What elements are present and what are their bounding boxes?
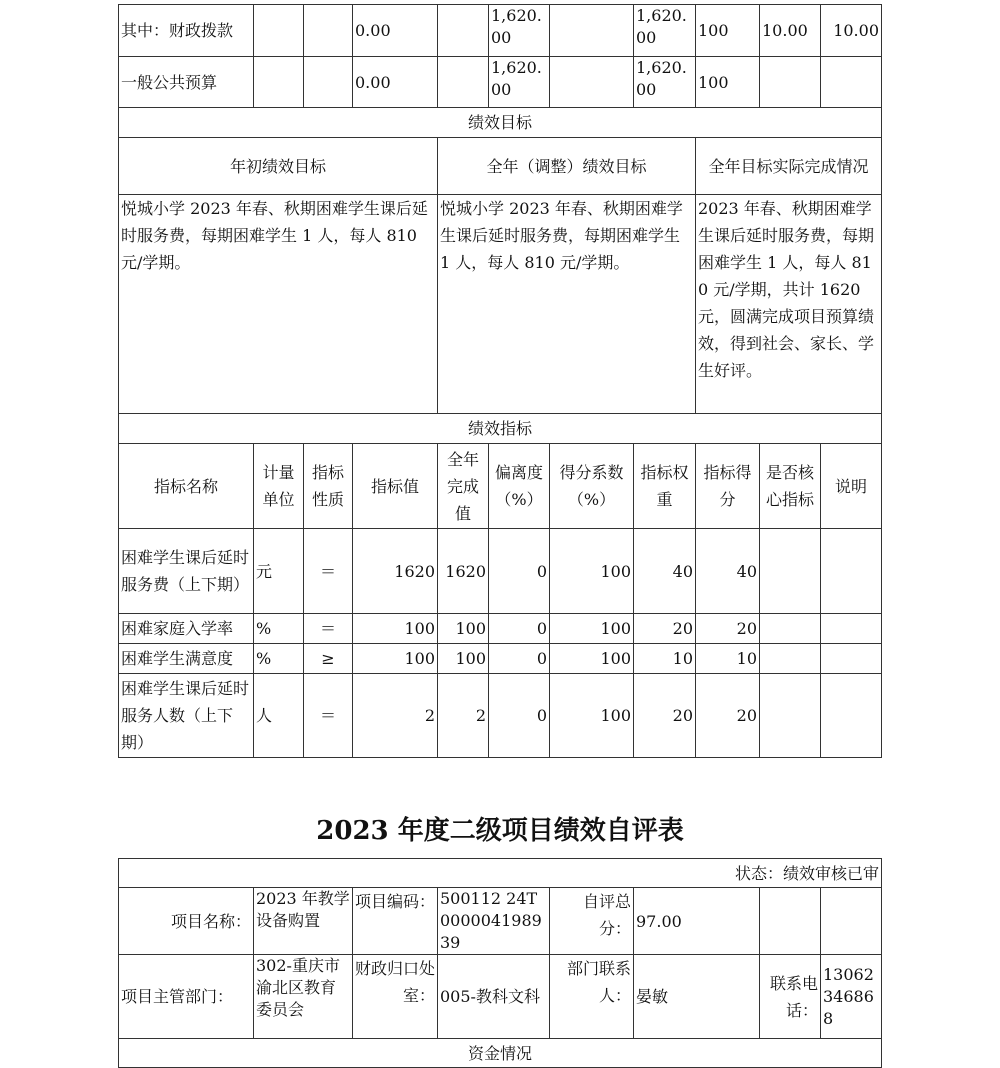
indicator-deviation: 0 bbox=[489, 674, 550, 758]
performance-table bbox=[118, 4, 882, 758]
goal-adjusted-text: 悦城小学 2023 年春、秋期困难学生课后延时服务费，每期困难学生 1 人，每人 810 元/学期。 bbox=[438, 195, 696, 414]
indicator-header: 计量单位 bbox=[254, 444, 304, 529]
funding-value: 100 bbox=[696, 5, 760, 57]
indicator-core bbox=[760, 614, 821, 644]
indicator-nature: ＝ bbox=[304, 529, 353, 614]
indicator-target: 2 bbox=[353, 674, 438, 758]
indicator-nature: ＝ bbox=[304, 674, 353, 758]
goal-initial-text: 悦城小学 2023 年春、秋期困难学生课后延时服务费，每期困难学生 1 人，每人 810 元/学期。 bbox=[119, 195, 438, 414]
indicator-header: 全年完成值 bbox=[438, 444, 489, 529]
indicator-score: 20 bbox=[696, 614, 760, 644]
funding-value: 10.00 bbox=[821, 5, 882, 57]
indicator-header: 偏离度（%） bbox=[489, 444, 550, 529]
finance-office: 005-教科文科 bbox=[438, 955, 550, 1039]
indicator-core bbox=[760, 674, 821, 758]
status-text: 状态：绩效审核已审 bbox=[119, 859, 882, 888]
self-score-label: 自评总分： bbox=[550, 888, 634, 955]
funding-value: 1,620.00 bbox=[489, 5, 550, 57]
phone: 13062346868 bbox=[821, 955, 882, 1039]
indicator-core bbox=[760, 529, 821, 614]
indicator-coefficient: 100 bbox=[550, 644, 634, 674]
indicator-name: 困难家庭入学率 bbox=[119, 614, 254, 644]
goal-header-adjusted: 全年（调整）绩效目标 bbox=[438, 138, 696, 195]
indicator-unit: 人 bbox=[254, 674, 304, 758]
project-code-label: 项目编码： bbox=[353, 888, 438, 955]
table-row bbox=[119, 674, 882, 758]
self-score: 97.00 bbox=[634, 888, 760, 955]
indicator-header: 指标名称 bbox=[119, 444, 254, 529]
project-name-label: 项目名称： bbox=[119, 888, 254, 955]
indicator-target: 100 bbox=[353, 614, 438, 644]
form-title: 2023 年度二级项目绩效自评表 bbox=[316, 816, 684, 846]
indicator-deviation: 0 bbox=[489, 529, 550, 614]
indicator-deviation: 0 bbox=[489, 644, 550, 674]
indicator-note bbox=[821, 674, 882, 758]
table-row bbox=[119, 644, 882, 674]
funding-section-title: 资金情况 bbox=[119, 1039, 882, 1068]
indicator-nature: ＝ bbox=[304, 614, 353, 644]
indicator-done: 1620 bbox=[438, 529, 489, 614]
funding-value: 1,620.00 bbox=[634, 5, 696, 57]
indicator-unit: % bbox=[254, 644, 304, 674]
indicator-header: 说明 bbox=[821, 444, 882, 529]
indicator-done: 2 bbox=[438, 674, 489, 758]
table-row bbox=[119, 614, 882, 644]
indicator-score: 40 bbox=[696, 529, 760, 614]
indicator-score: 20 bbox=[696, 674, 760, 758]
goal-header-initial: 年初绩效目标 bbox=[119, 138, 438, 195]
indicator-deviation: 0 bbox=[489, 614, 550, 644]
indicator-header: 是否核心指标 bbox=[760, 444, 821, 529]
indicator-weight: 20 bbox=[634, 674, 696, 758]
section-title-indicators: 绩效指标 bbox=[119, 414, 882, 444]
dept-label: 项目主管部门： bbox=[119, 955, 254, 1039]
contact-label: 部门联系人： bbox=[550, 955, 634, 1039]
indicator-header: 得分系数（%） bbox=[550, 444, 634, 529]
indicator-coefficient: 100 bbox=[550, 614, 634, 644]
funding-value: 100 bbox=[696, 57, 760, 108]
funding-value: 10.00 bbox=[760, 5, 821, 57]
goal-header-actual: 全年目标实际完成情况 bbox=[696, 138, 882, 195]
indicator-coefficient: 100 bbox=[550, 674, 634, 758]
indicator-header: 指标得分 bbox=[696, 444, 760, 529]
indicator-header: 指标权重 bbox=[634, 444, 696, 529]
dept: 302-重庆市渝北区教育委员会 bbox=[254, 955, 353, 1039]
indicator-target: 100 bbox=[353, 644, 438, 674]
indicator-done: 100 bbox=[438, 644, 489, 674]
indicator-score: 10 bbox=[696, 644, 760, 674]
table-row bbox=[119, 529, 882, 614]
indicator-target: 1620 bbox=[353, 529, 438, 614]
indicator-core bbox=[760, 644, 821, 674]
funding-value: 0.00 bbox=[353, 5, 438, 57]
funding-row bbox=[119, 5, 882, 57]
indicator-header: 指标值 bbox=[353, 444, 438, 529]
indicator-header: 指标性质 bbox=[304, 444, 353, 529]
indicator-weight: 10 bbox=[634, 644, 696, 674]
funding-value: 1,620.00 bbox=[489, 57, 550, 108]
indicator-weight: 20 bbox=[634, 614, 696, 644]
indicator-note bbox=[821, 529, 882, 614]
indicator-weight: 40 bbox=[634, 529, 696, 614]
indicator-done: 100 bbox=[438, 614, 489, 644]
indicator-header-row bbox=[119, 444, 882, 529]
contact: 晏敏 bbox=[634, 955, 760, 1039]
indicator-unit: % bbox=[254, 614, 304, 644]
section-title-goals: 绩效目标 bbox=[119, 108, 882, 138]
project-info-table bbox=[118, 858, 882, 1068]
phone-label: 联系电话： bbox=[760, 955, 821, 1039]
project-name: 2023 年教学设备购置 bbox=[254, 888, 353, 955]
funding-name: 一般公共预算 bbox=[119, 57, 254, 108]
funding-name: 其中：财政拨款 bbox=[119, 5, 254, 57]
funding-value: 0.00 bbox=[353, 57, 438, 108]
indicator-unit: 元 bbox=[254, 529, 304, 614]
indicator-name: 困难学生课后延时服务费（上下期） bbox=[119, 529, 254, 614]
goal-actual-text: 2023 年春、秋期困难学生课后延时服务费，每期困难学生 1 人，每人 810 元/学期，共计 1620 元，圆满完成项目预算绩效，得到社会、家长、学生好评。 bbox=[696, 195, 882, 414]
indicator-name: 困难学生满意度 bbox=[119, 644, 254, 674]
indicator-note bbox=[821, 644, 882, 674]
indicator-nature: ≥ bbox=[304, 644, 353, 674]
indicator-coefficient: 100 bbox=[550, 529, 634, 614]
project-code: 500112 24T000004198939 bbox=[438, 888, 550, 955]
finance-office-label: 财政归口处室： bbox=[353, 955, 438, 1039]
indicator-note bbox=[821, 614, 882, 644]
indicator-name: 困难学生课后延时服务人数（上下期） bbox=[119, 674, 254, 758]
funding-row bbox=[119, 57, 882, 108]
funding-value: 1,620.00 bbox=[634, 57, 696, 108]
